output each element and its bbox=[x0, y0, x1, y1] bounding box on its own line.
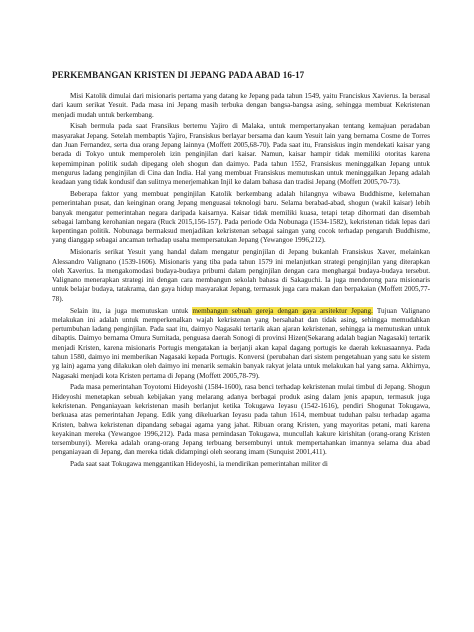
paragraph-7: Pada saat saat Tokugawa menggantikan Hideyoshi, ia mendirikan pemerintahan militer di bbox=[70, 460, 328, 469]
paragraph-5-rest: Tujuan Valignano melakukan ini adalah untuk memperkenalkan wajah kekristenan yang bersahabat dan tidak asing, sehingga memudahkan pertumbuhan ladang penginjilan. Pada saat itu, daimyo Nagasaki tertarik akan ajaran kekristenan, sehingga ia memutuskan untuk dibaptis. Daimyo bernama Omura Sumitada, penguasa daerah Sonogi di provinsi Hizen(Sekarang adalah bagian Nagasaki) tertarik menjadi Kristen, karena misionaris Portugis mengatakan ia berjanji akan kapal dagang portugis ke daerah kekuasaannya. Pada tahun 1580, daimyo ini memberikan Nagasaki kepada Portugis. Konversi (perubahan dari sistem pengetahuan yang satu ke sistem yg lain) agama yang dilakukan oleh daimyo ini menarik semakin banyak rakyat jelata untuk melakukan hal yang sama. Akhirnya, Nagasaki menjadi kota Kristen pertama di Jepang (Moffett 2005,78-79). bbox=[52, 306, 430, 380]
document-body bbox=[52, 92, 430, 476]
paragraph-4: Misionaris serikat Yesuit yang handal dalam mengatur penginjilan di Jepang bukanlah Fransiskus Xaver, melainkan Alessandro Valignano (1539-1606). Misionaris yang tiba pada tahun 1579 ini melanjutkan strategi penginjilan yang diterapkan oleh Xaverius. Ia mengakomodasi budaya-budaya pribumi dalam penginjilan dengan cara menghargai budaya-budaya tersebut. Valignano menerapkan strategi ini dengan cara membangun sekolah bahasa di Sakaguchi. Ia juga mendorong para misionaris untuk belajar budaya, tatakrama, dan gaya hidup masyarakat Jepang, termasuk juga cara makan dan berpakaian (Moffett 2005,77-78). bbox=[52, 248, 430, 303]
paragraph-1: Misi Katolik dimulai dari misionaris pertama yang datang ke Jepang pada tahun 1549, yaitu Franciskus Xavierus. Ia berasal dari kaum serikat Yesuit. Pada masa ini Jepang masih terbuka dengan bangsa-bangsa asing, sehingga membuat Kekristenan menjadi mudah untuk berkembang. bbox=[52, 92, 430, 119]
highlighted-text[interactable]: membangun sebuah gereja dengan gaya arsitektur Jepang. bbox=[192, 306, 373, 315]
paragraph-5 bbox=[52, 307, 430, 381]
paragraph-2: Kisah bermula pada saat Fransikus bertemu Yajiro di Malaka, untuk mempertanyakan tentang kemajuan peradaban masyarakat Jepang. Setelah membaptis Yajiro, Fransiskus berlayar bersama dan kaum Yesuit lain yang bernama Cosme de Torres dan Juan Fernandez, serta dua orang Jepang lainnya (Moffett 2005,68-70). Pada saat itu, Fransiskus ingin mendekati kaisar yang berada di Tokyo untuk memperoleh izin penginjilan dari kaisar. Namun, kaisar hampir tidak memiliki otoritas karena kepemimpinan politik sudah dipegang oleh shogun dan daimyo. Pada tahun 1552, Fransiskus meninggalkan Jepang untuk mengurus ladang penginjilan di Cina dan India. Hal yang membuat Fransiskus memutuskan untuk meninggalkan Jepang adalah keadaan yang tidak kondusif dan sulitnya menerjemahkan Injil ke dalam bahasa dan tradisi Jepang (Moffett 2005,70-73). bbox=[52, 122, 430, 187]
document-title: PERKEMBANGAN KRISTEN DI JEPANG PADA ABAD 16-17 bbox=[52, 70, 305, 80]
paragraph-5-start: Selain itu, ia juga memutuskan untuk bbox=[70, 306, 193, 315]
paragraph-3: Beberapa faktor yang membuat penginjilan Katolik berkembang adalah hilangnya wibawa Buddhisme, kelemahan pemerintahan pusat, dan keinginan orang Jepang menguasai teknologi baru. Selama berabad-abad, shogun (wakil kaisar) lebih banyak mengatur pemerintahan negara daripada kaisarnya. Kaisar tidak memiliki kuasa, tetapi tetap dihormati dan disembah sebagai lambang kerohanian negara (Ruck 2015,156-157). Pada periode Oda Nobunaga (1534-1582), kekristenan tidak lepas dari kepentingan politik. Nobunaga bermaksud menjadikan kekristenan sebagai saingan yang cocok terhadap pengaruh Buddhisme, yang dianggap sebagai ancaman terhadap usaha mempersatukan Jepang (Yewangoe 1996,212). bbox=[52, 189, 430, 245]
paragraph-6: Pada masa pemerintahan Toyotomi Hideyoshi (1584-1600), rasa benci terhadap kekristenan mulai timbul di Jepang. Shogun Hideyoshi menetapkan sebuah kebijakan yang melarang adanya berbagai produk asing dalam jenis apapun, termasuk juga kekristenan. Penganiayaan kekristenan masih berlanjut ketika Tokugawa Ieyasu (1542-1616), pendiri Shogunat Tokugawa, berkuasa atas pemerintahan Jepang. Edik yang dikeluarkan Ieyasu pada tahun 1614, membuat tuduhan palsu terhadap agama Kristen, bahwa kekristenan dipandang sebagai agama yang jahat. Ribuan orang Kristen, yang mayoritas petani, mati karena keyakinan mereka (Yewangoe 1996,212). Pada masa pemindasan Tokugawa, muncullah kakure kirishitan (orang-orang Kristen tersembunyi). Mereka adalah orang-orang Jepang terbuang bersembunyi untuk mempertahankan imannya selama dua abad penganiayaan di Jepang, dan mereka tidak didampingi oleh seorang imam (Sunquist 2001,411). bbox=[52, 383, 430, 457]
